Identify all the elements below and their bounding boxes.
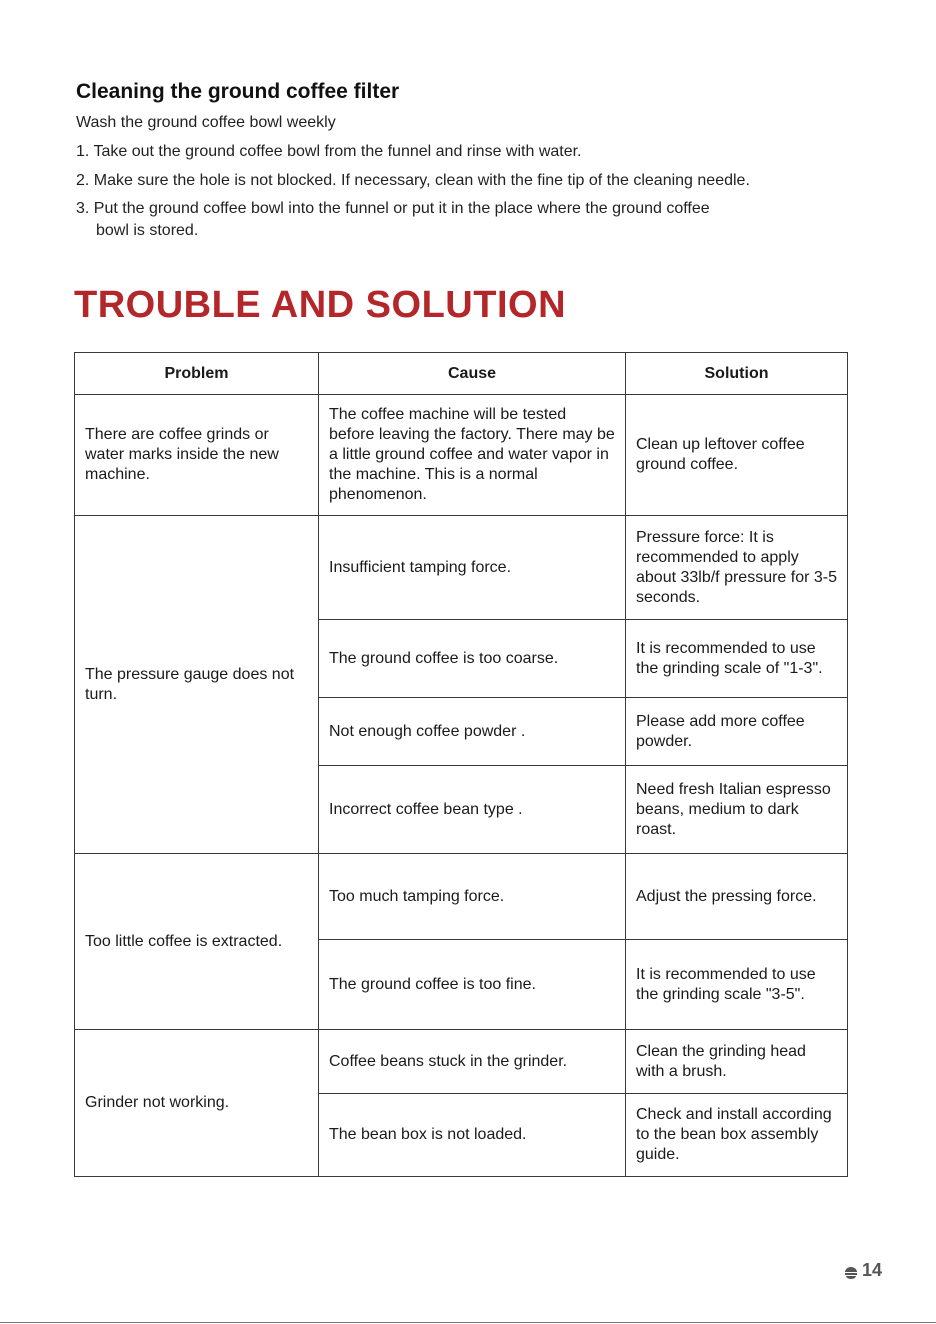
cleaning-intro: Wash the ground coffee bowl weekly [76, 114, 336, 131]
section-title: Cleaning the ground coffee filter [76, 80, 400, 103]
page-footer [844, 1260, 882, 1281]
cleaning-step-3-cont: bowl is stored. [96, 222, 199, 239]
solution-cell: Please add more coffee powder. [626, 698, 848, 766]
table-row [75, 516, 848, 620]
cause-cell: Coffee beans stuck in the grinder. [319, 1030, 626, 1094]
coffee-cup-icon [844, 1264, 858, 1278]
cleaning-step-3: 3. Put the ground coffee bowl into the funnel or put it in the place where the ground coffee [76, 200, 710, 217]
solution-cell: It is recommended to use the grinding scale "3-5". [626, 940, 848, 1030]
problem-cell: Grinder not working. [75, 1030, 319, 1177]
bottom-divider [0, 1322, 936, 1323]
header-problem: Problem [75, 353, 319, 395]
cause-cell: The ground coffee is too fine. [319, 940, 626, 1030]
solution-cell: Clean up leftover coffee ground coffee. [626, 395, 848, 516]
solution-cell: It is recommended to use the grinding scale of "1-3". [626, 620, 848, 698]
solution-cell: Check and install according to the bean box assembly guide. [626, 1094, 848, 1177]
trouble-heading: TROUBLE AND SOLUTION [74, 284, 567, 326]
problem-cell: There are coffee grinds or water marks inside the new machine. [75, 395, 319, 516]
header-solution: Solution [626, 353, 848, 395]
table-row [75, 854, 848, 940]
table-row [75, 395, 848, 516]
solution-cell: Clean the grinding head with a brush. [626, 1030, 848, 1094]
cause-cell: The coffee machine will be tested before leaving the factory. There may be a little ground coffee and water vapor in the machine. This is a normal phenomenon. [319, 395, 626, 516]
page-number: 14 [862, 1260, 883, 1280]
cause-cell: The ground coffee is too coarse. [319, 620, 626, 698]
problem-cell: The pressure gauge does not turn. [75, 516, 319, 854]
problem-cell: Too little coffee is extracted. [75, 854, 319, 1030]
table-row [75, 1030, 848, 1094]
header-cause: Cause [319, 353, 626, 395]
cleaning-step-1: 1. Take out the ground coffee bowl from the funnel and rinse with water. [76, 143, 582, 160]
cause-cell: Not enough coffee powder . [319, 698, 626, 766]
solution-cell: Pressure force: It is recommended to apply about 33lb/f pressure for 3-5 seconds. [626, 516, 848, 620]
cause-cell: Insufficient tamping force. [319, 516, 626, 620]
cause-cell: Too much tamping force. [319, 854, 626, 940]
cause-cell: The bean box is not loaded. [319, 1094, 626, 1177]
solution-cell: Adjust the pressing force. [626, 854, 848, 940]
table-header-row [75, 353, 848, 395]
trouble-table [74, 352, 848, 1177]
cleaning-step-2: 2. Make sure the hole is not blocked. If necessary, clean with the fine tip of the cleaning needle. [76, 172, 750, 189]
solution-cell: Need fresh Italian espresso beans, medium to dark roast. [626, 766, 848, 854]
cause-cell: Incorrect coffee bean type . [319, 766, 626, 854]
